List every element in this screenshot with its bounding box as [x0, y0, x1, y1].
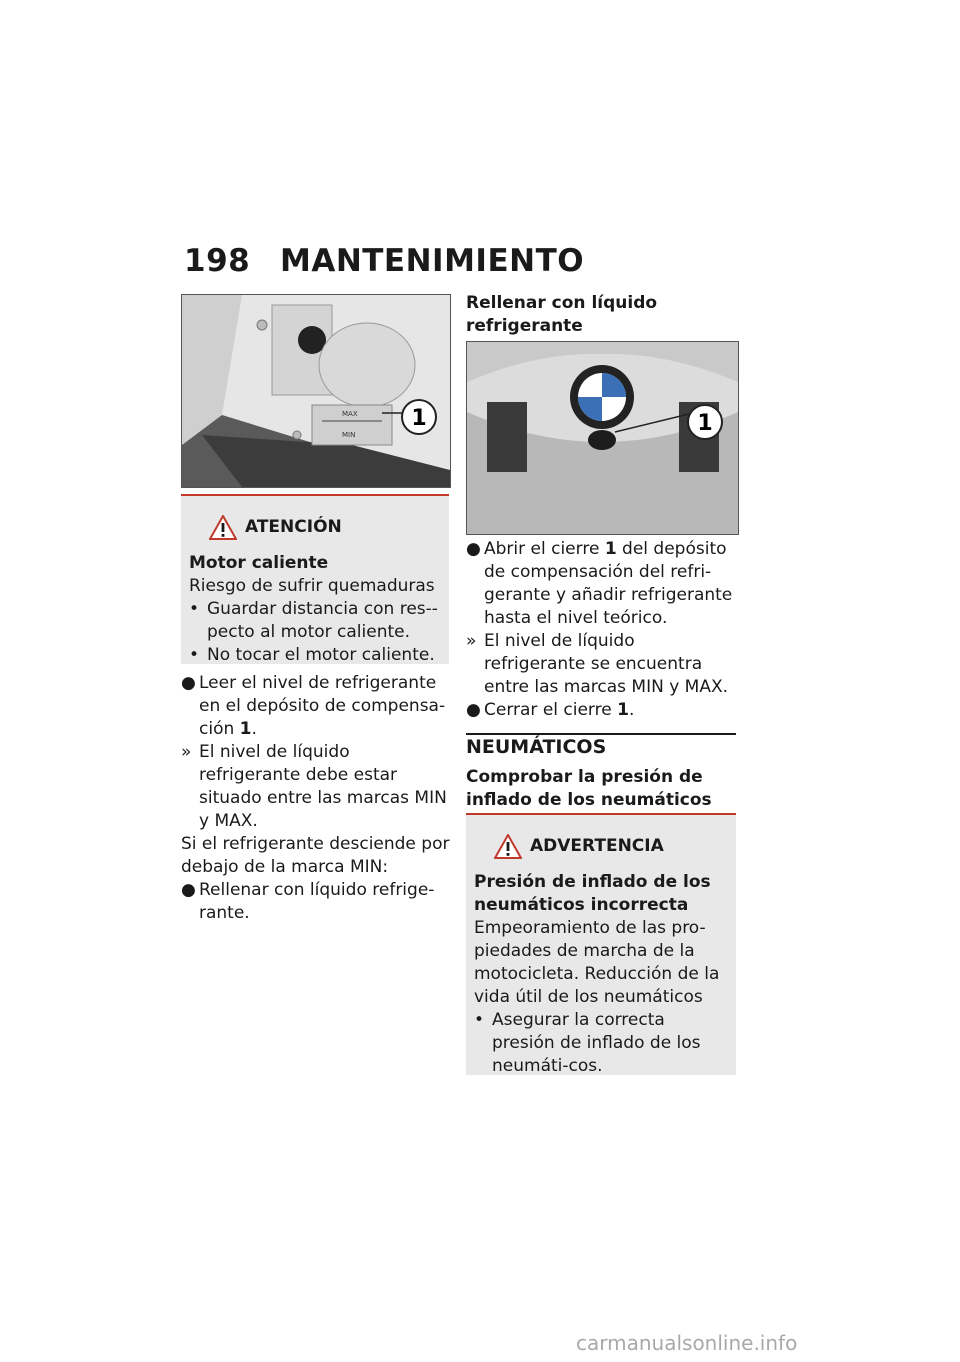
list-item: ● Leer el nivel de refrigerante en el depósito de compensa-ción 1.	[181, 673, 446, 739]
attention-title: Motor caliente	[189, 553, 329, 573]
warning-triangle-icon	[494, 834, 522, 859]
list-item: • Guardar distancia con res-pecto al motor caliente.	[189, 599, 438, 642]
max-mark: MAX	[342, 410, 358, 418]
list-item: ● Rellenar con líquido refrige-rante.	[181, 880, 435, 923]
page-header	[184, 243, 584, 279]
watermark: carmanualsonline.info	[576, 1331, 798, 1355]
page-title: MANTENIMIENTO	[280, 243, 585, 279]
page-number: 198	[184, 243, 251, 279]
section-heading: NEUMÁTICOS	[466, 736, 607, 758]
warning-text: Empeoramiento de las pro-piedades de marcha de la motocicleta. Reducción de la vida útil de los neumáticos	[474, 918, 720, 1007]
list-item: • Asegurar la correcta presión de inflado de los neumáti-cos.	[474, 1010, 701, 1076]
callout-1: 1	[411, 406, 427, 431]
warning-triangle-icon	[209, 515, 237, 540]
right-steps	[466, 538, 738, 722]
warning-box	[466, 813, 736, 1075]
attention-text: Riesgo de sufrir quemaduras	[189, 576, 435, 596]
coolant-reservoir-figure	[181, 294, 451, 488]
warning-header	[474, 829, 728, 863]
list-item: • No tocar el motor caliente.	[189, 645, 435, 665]
handlebar-figure	[466, 341, 739, 535]
warning-label: ADVERTENCIA	[530, 836, 664, 856]
warning-list	[474, 1009, 728, 1078]
list-item: ● Abrir el cierre 1 del depósito de compensación del refri-gerante y añadir refrigerante hasta el nivel teórico.	[466, 539, 733, 628]
attention-list	[189, 598, 441, 667]
attention-box	[181, 494, 449, 664]
left-steps	[181, 672, 453, 925]
min-mark: MIN	[342, 431, 356, 439]
paragraph: Si el refrigerante desciende por debajo de la marca MIN:	[181, 834, 450, 877]
attention-header	[189, 510, 441, 544]
list-item: ● Cerrar el cierre 1.	[466, 700, 635, 720]
warning-title: Presión de inflado de los neumáticos incorrecta	[474, 872, 711, 915]
refill-heading: Rellenar con líquido refrigerante	[466, 293, 658, 336]
attention-label: ATENCIÓN	[245, 517, 342, 537]
section-rule	[466, 733, 736, 735]
list-item: » El nivel de líquido refrigerante debe estar situado entre las marcas MIN y MAX.	[181, 742, 447, 831]
list-item: » El nivel de líquido refrigerante se encuentra entre las marcas MIN y MAX.	[466, 631, 729, 697]
callout-1: 1	[697, 411, 713, 436]
tire-pressure-heading: Comprobar la presión de inflado de los neumáticos	[466, 767, 712, 810]
